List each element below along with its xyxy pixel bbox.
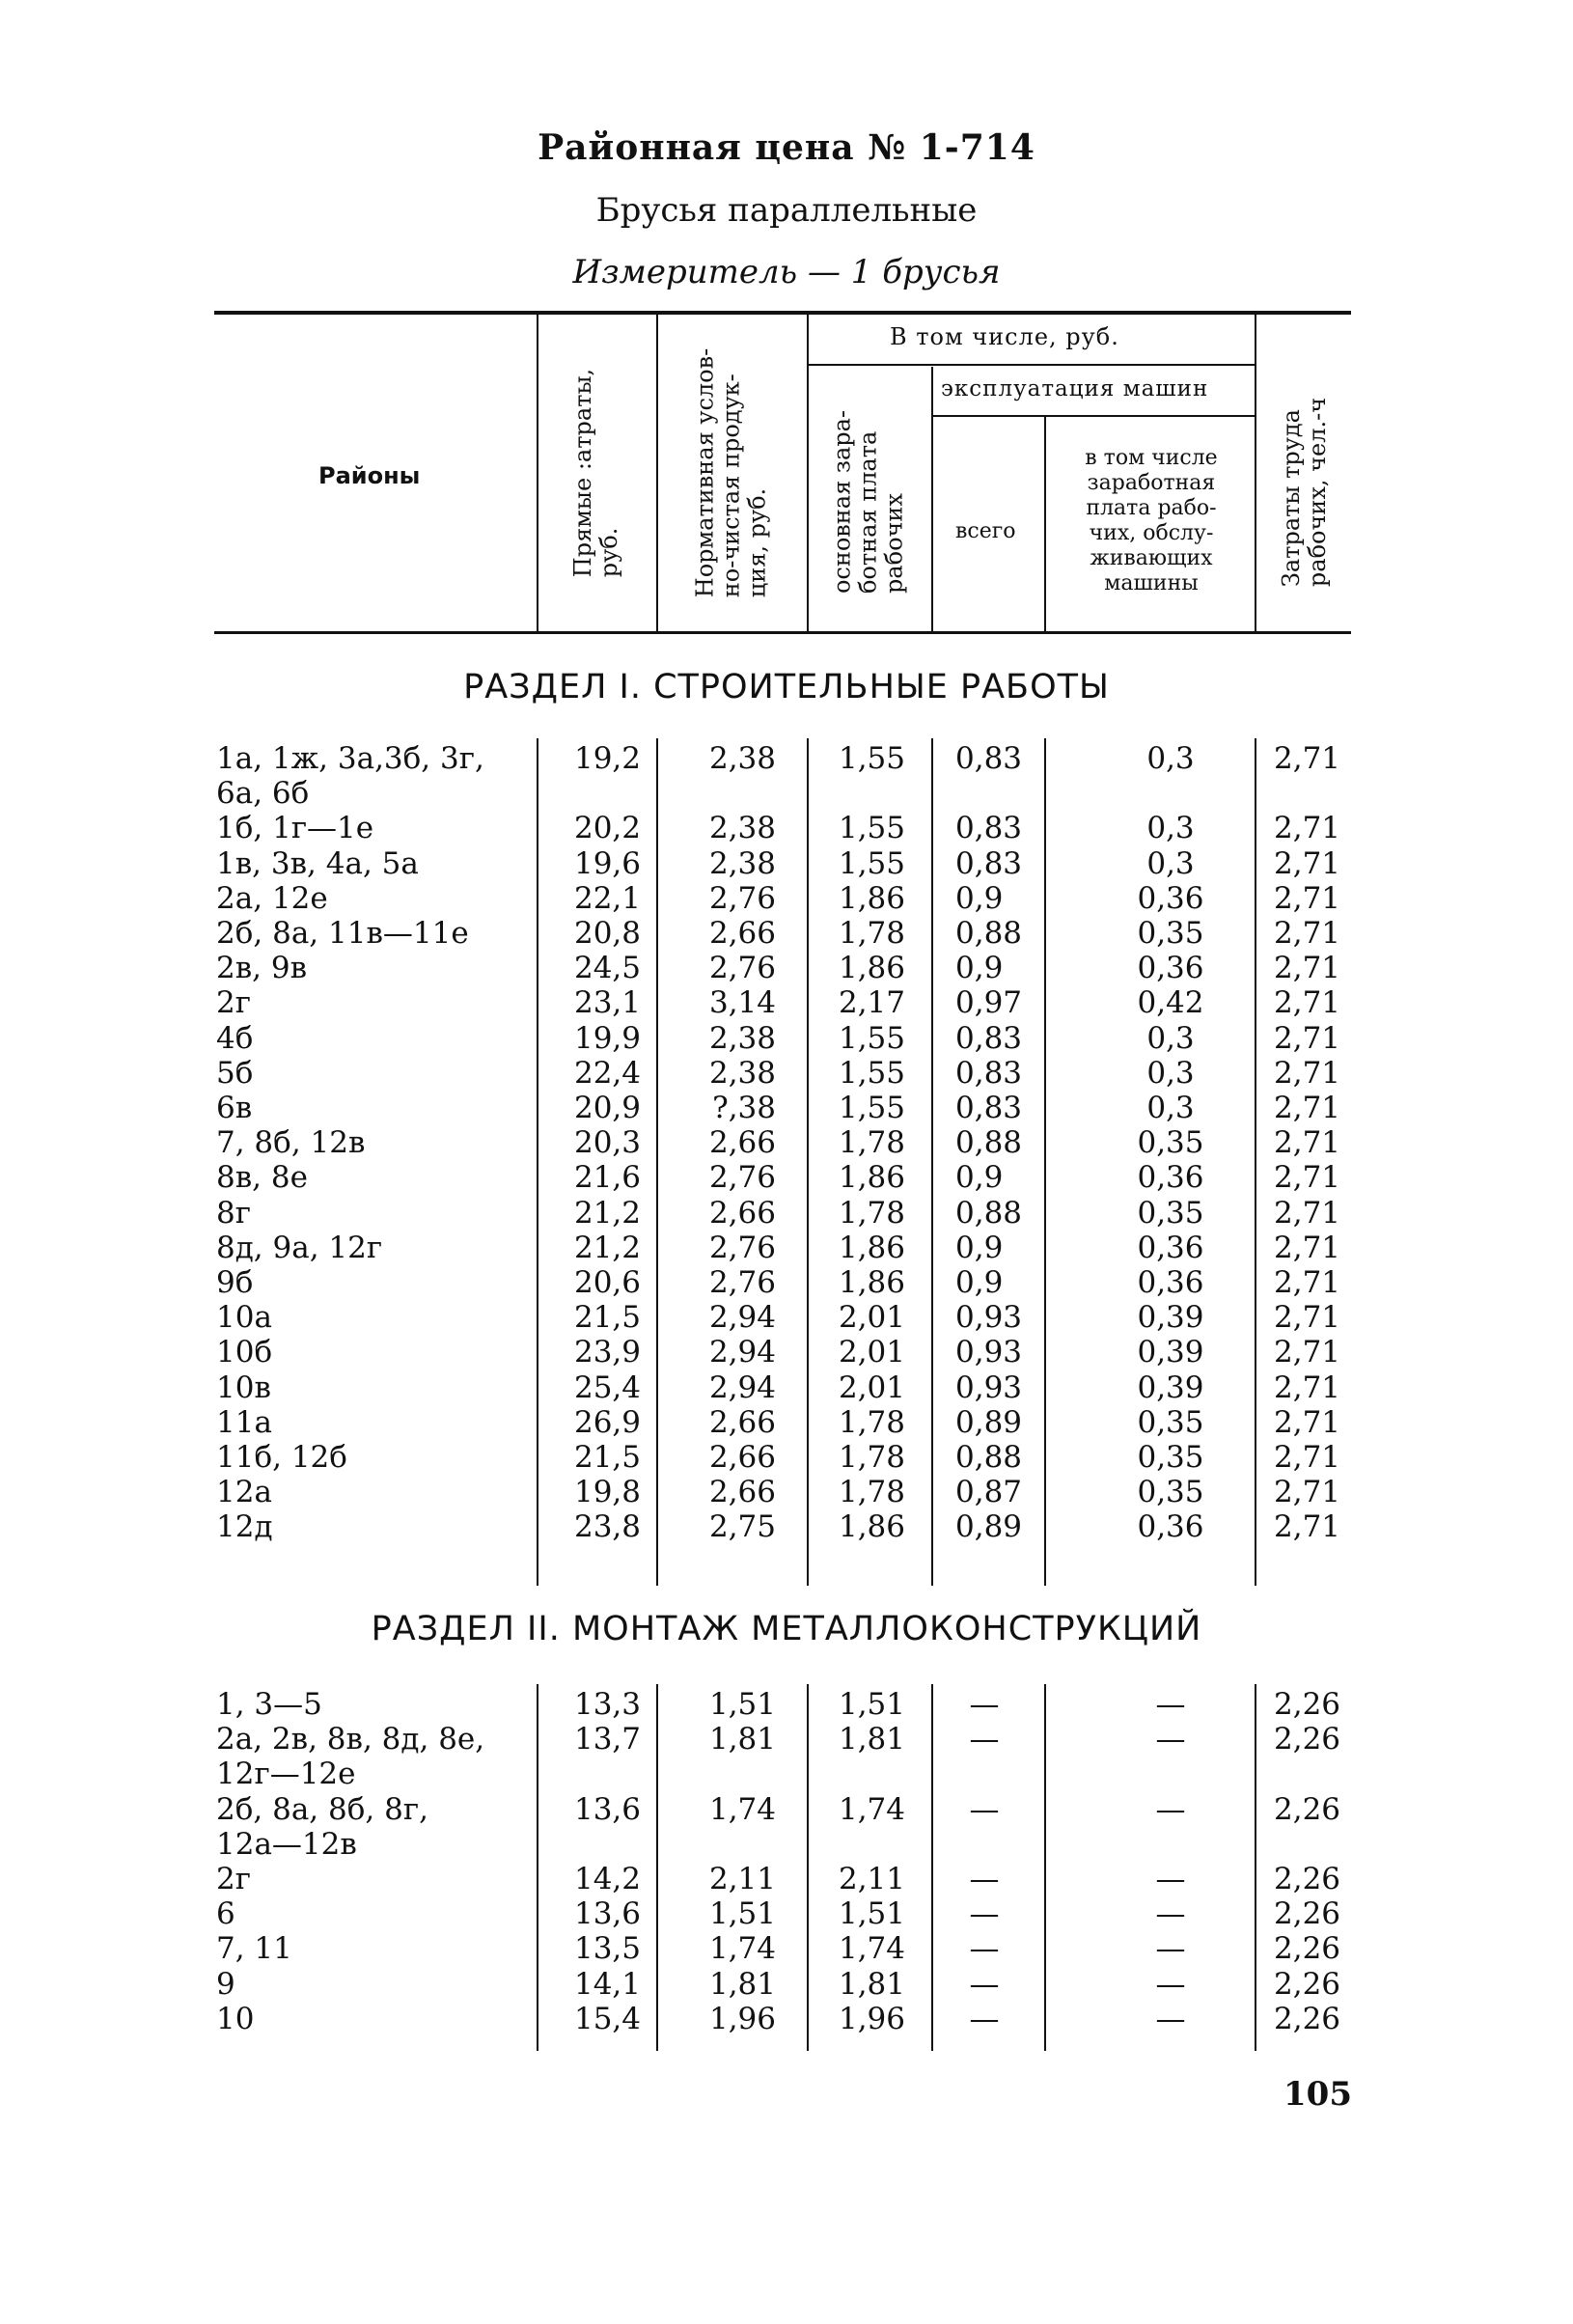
- district-cell: 2б, 8а, 8б, 8г,: [216, 1791, 428, 1827]
- value-cell: 1,74: [838, 1931, 905, 1967]
- value-cell: 22,1: [573, 880, 641, 916]
- header-divider: [1255, 315, 1256, 631]
- value-cell: 2,71: [1274, 1195, 1341, 1231]
- value-cell: 2,26: [1274, 1687, 1341, 1722]
- value-cell: 2,71: [1274, 916, 1341, 951]
- value-cell: 13,6: [573, 1791, 641, 1827]
- value-cell: 0,3: [1146, 1091, 1195, 1125]
- district-cell: 12а: [216, 1475, 272, 1510]
- value-cell: 0,9: [955, 1230, 1004, 1265]
- value-cell: 0,39: [1137, 1335, 1204, 1370]
- table-row: [0, 1967, 1573, 2002]
- district-cell: 2б, 8а, 11в—11е: [216, 916, 469, 951]
- value-cell: 0,88: [955, 1125, 1023, 1161]
- value-cell: —: [969, 1931, 1000, 1967]
- district-cell: 2в, 9в: [216, 951, 308, 986]
- district-cell: 9: [216, 1966, 235, 2002]
- value-cell: 2,26: [1274, 2001, 1341, 2036]
- value-cell: 0,9: [955, 951, 1004, 986]
- district-cell: 7, 8б, 12в: [216, 1125, 366, 1161]
- value-cell: 1,86: [838, 1230, 905, 1265]
- header-subrule: [809, 364, 1255, 366]
- value-cell: 1,86: [838, 880, 905, 916]
- value-cell: 0,89: [955, 1509, 1023, 1545]
- unit-of-measure: Измеритель — 1 брусья: [572, 253, 1001, 291]
- value-cell: 0,36: [1137, 1230, 1204, 1265]
- value-cell: 2,71: [1274, 1230, 1341, 1265]
- value-cell: 0,88: [955, 1440, 1023, 1475]
- value-cell: 21,2: [573, 1195, 641, 1231]
- district-cell: 8д, 9а, 12г: [216, 1230, 383, 1265]
- value-cell: —: [969, 1896, 1000, 1932]
- value-cell: 3,14: [708, 985, 776, 1021]
- table-row: [0, 1440, 1573, 1475]
- value-cell: 0,39: [1137, 1300, 1204, 1336]
- value-cell: 1,55: [838, 1055, 905, 1091]
- value-cell: 2,94: [708, 1335, 776, 1370]
- value-cell: 2,76: [708, 1160, 776, 1196]
- value-cell: 2,71: [1274, 1370, 1341, 1405]
- value-cell: 2,38: [708, 1020, 776, 1056]
- district-cell: 1а, 1ж, 3а,3б, 3г,: [216, 741, 484, 776]
- district-cell: 6в: [216, 1091, 253, 1125]
- value-cell: 1,55: [838, 811, 905, 846]
- table-row: [0, 846, 1573, 881]
- table-row: [0, 1231, 1573, 1265]
- district-cell: 4б: [216, 1020, 254, 1056]
- district-cell: 5б: [216, 1055, 254, 1091]
- value-cell: 20,2: [573, 811, 641, 846]
- header-basic-wage: основная заpa- ботная плата рабочих: [828, 409, 908, 595]
- table-row: [0, 1896, 1573, 1931]
- value-cell: 0,3: [1146, 811, 1195, 846]
- district-cell: 12д: [216, 1509, 273, 1545]
- item-name: Брусья параллельные: [595, 191, 978, 230]
- value-cell: 2,71: [1274, 1020, 1341, 1056]
- value-cell: 0,3: [1146, 741, 1195, 776]
- value-cell: 20,6: [573, 1265, 641, 1300]
- value-cell: 0,42: [1137, 985, 1204, 1021]
- value-cell: —: [1155, 2001, 1186, 2036]
- district-cell: 11б, 12б: [216, 1440, 347, 1475]
- value-cell: 2,71: [1274, 1160, 1341, 1196]
- value-cell: 0,36: [1137, 1160, 1204, 1196]
- header-direct-costs: Прямые :атраты, руб.: [569, 368, 622, 578]
- district-cell: 8в, 8е: [216, 1160, 308, 1196]
- value-cell: 2,71: [1274, 1055, 1341, 1091]
- value-cell: 1,81: [838, 1966, 905, 2002]
- header-divider: [807, 315, 809, 631]
- table-row: [0, 1125, 1573, 1160]
- table-row: [0, 1265, 1573, 1300]
- table-top-rule: [214, 311, 1351, 315]
- value-cell: 1,86: [838, 1160, 905, 1196]
- value-cell: 0,9: [955, 1265, 1004, 1300]
- district-cell: 6: [216, 1896, 235, 1932]
- district-cell: 1, 3—5: [216, 1687, 322, 1722]
- value-cell: 2,38: [708, 811, 776, 846]
- table-row: [0, 2002, 1573, 2036]
- district-cell: 10: [216, 2001, 255, 2036]
- value-cell: 13,5: [573, 1931, 641, 1967]
- table-row: [0, 811, 1573, 845]
- table-row: [0, 1405, 1573, 1440]
- table-row: [0, 1335, 1573, 1370]
- value-cell: 0,97: [955, 985, 1023, 1021]
- district-cell: 2г: [216, 1862, 251, 1896]
- district-cell: 10б: [216, 1335, 273, 1370]
- value-cell: 2,71: [1274, 880, 1341, 916]
- value-cell: 2,11: [838, 1862, 905, 1896]
- header-divider: [1044, 417, 1046, 631]
- table-row: [0, 741, 1573, 776]
- value-cell: 2,11: [708, 1862, 776, 1896]
- value-cell: 2,26: [1274, 1791, 1341, 1827]
- value-cell: 20,3: [573, 1125, 641, 1161]
- value-cell: 0,9: [955, 1160, 1004, 1196]
- value-cell: 2,75: [708, 1509, 776, 1545]
- table-row: [0, 1931, 1573, 1966]
- header-bottom-rule: [214, 631, 1351, 634]
- table-row: [0, 1722, 1573, 1757]
- section-1-title: РАЗДЕЛ I. СТРОИТЕЛЬНЫЕ РАБОТЫ: [463, 668, 1110, 706]
- table-row: [0, 776, 1573, 811]
- value-cell: 19,9: [573, 1020, 641, 1056]
- value-cell: 0,88: [955, 1195, 1023, 1231]
- value-cell: 13,6: [573, 1896, 641, 1932]
- value-cell: 2,66: [708, 1440, 776, 1475]
- value-cell: 2,71: [1274, 1509, 1341, 1545]
- value-cell: 1,86: [838, 1265, 905, 1300]
- district-cell: 12г—12е: [216, 1757, 356, 1792]
- value-cell: 21,6: [573, 1160, 641, 1196]
- header-subrule: [933, 415, 1255, 417]
- table-row: [0, 1370, 1573, 1405]
- header-normative-product: Нормативная услов- но-чистая продук- ция, руб.: [691, 347, 771, 598]
- value-cell: 1,55: [838, 741, 905, 776]
- header-divider: [537, 315, 538, 631]
- value-cell: 13,7: [573, 1722, 641, 1757]
- value-cell: 2,94: [708, 1370, 776, 1405]
- value-cell: 0,35: [1137, 1440, 1204, 1475]
- value-cell: 1,51: [838, 1896, 905, 1932]
- value-cell: 2,01: [838, 1300, 905, 1336]
- value-cell: 21,5: [573, 1300, 641, 1336]
- district-cell: 10а: [216, 1300, 272, 1336]
- value-cell: 0,35: [1137, 1195, 1204, 1231]
- value-cell: 1,51: [708, 1896, 776, 1932]
- table-row: [0, 1300, 1573, 1335]
- value-cell: 0,35: [1137, 1125, 1204, 1161]
- value-cell: 1,78: [838, 1404, 905, 1440]
- value-cell: 2,38: [708, 845, 776, 881]
- value-cell: 0,36: [1137, 1265, 1204, 1300]
- value-cell: 0,36: [1137, 880, 1204, 916]
- value-cell: 25,4: [573, 1370, 641, 1405]
- value-cell: —: [969, 1862, 1000, 1896]
- value-cell: 2,66: [708, 1125, 776, 1161]
- value-cell: —: [969, 2001, 1000, 2036]
- value-cell: 0,83: [955, 741, 1023, 776]
- value-cell: 2,26: [1274, 1862, 1341, 1896]
- value-cell: 2,01: [838, 1335, 905, 1370]
- value-cell: 23,8: [573, 1509, 641, 1545]
- table-row: [0, 1827, 1573, 1862]
- value-cell: 0,83: [955, 845, 1023, 881]
- district-cell: 1б, 1г—1е: [216, 811, 374, 846]
- value-cell: 1,74: [708, 1931, 776, 1967]
- value-cell: —: [1155, 1896, 1186, 1932]
- district-cell: 10в: [216, 1370, 271, 1405]
- district-cell: 1в, 3в, 4а, 5а: [216, 845, 419, 881]
- value-cell: 1,55: [838, 845, 905, 881]
- value-cell: 15,4: [573, 2001, 641, 2036]
- value-cell: 1,55: [838, 1020, 905, 1056]
- value-cell: —: [1155, 1722, 1186, 1757]
- value-cell: 2,26: [1274, 1896, 1341, 1932]
- value-cell: 1,55: [838, 1091, 905, 1125]
- value-cell: 2,71: [1274, 985, 1341, 1021]
- value-cell: 0,3: [1146, 845, 1195, 881]
- table-row: [0, 985, 1573, 1020]
- district-cell: 2г: [216, 985, 251, 1021]
- value-cell: 0,3: [1146, 1020, 1195, 1056]
- value-cell: 1,78: [838, 1195, 905, 1231]
- value-cell: 2,66: [708, 1475, 776, 1510]
- value-cell: 2,38: [708, 741, 776, 776]
- value-cell: 0,93: [955, 1335, 1023, 1370]
- header-divider: [931, 367, 933, 631]
- value-cell: 1,96: [708, 2001, 776, 2036]
- value-cell: 2,26: [1274, 1966, 1341, 2002]
- district-cell: 6а, 6б: [216, 776, 310, 812]
- value-cell: 0,36: [1137, 951, 1204, 986]
- value-cell: 2,17: [838, 985, 905, 1021]
- value-cell: 1,86: [838, 1509, 905, 1545]
- table-row: [0, 1757, 1573, 1791]
- value-cell: 1,78: [838, 1125, 905, 1161]
- district-cell: 2а, 12е: [216, 880, 328, 916]
- value-cell: 0,89: [955, 1404, 1023, 1440]
- value-cell: 1,86: [838, 951, 905, 986]
- value-cell: 1,78: [838, 1475, 905, 1510]
- header-divider: [656, 315, 658, 631]
- value-cell: 1,74: [838, 1791, 905, 1827]
- header-including: В том числе, руб.: [890, 323, 1119, 350]
- value-cell: 0,36: [1137, 1509, 1204, 1545]
- table-row: [0, 951, 1573, 985]
- value-cell: 1,78: [838, 916, 905, 951]
- value-cell: 1,51: [838, 1687, 905, 1722]
- value-cell: 19,6: [573, 845, 641, 881]
- district-cell: 7, 11: [216, 1931, 292, 1967]
- value-cell: 2,66: [708, 1195, 776, 1231]
- district-cell: 9б: [216, 1265, 254, 1300]
- value-cell: —: [1155, 1862, 1186, 1896]
- value-cell: 2,94: [708, 1300, 776, 1336]
- value-cell: 2,71: [1274, 1125, 1341, 1161]
- value-cell: 14,2: [573, 1862, 641, 1896]
- value-cell: 0,83: [955, 1055, 1023, 1091]
- table-row: [0, 1509, 1573, 1544]
- value-cell: 2,71: [1274, 951, 1341, 986]
- value-cell: 2,71: [1274, 1265, 1341, 1300]
- value-cell: 2,76: [708, 951, 776, 986]
- value-cell: 2,71: [1274, 1300, 1341, 1336]
- header-labor-costs: Затраты труда рабочих, чел.-ч: [1278, 397, 1331, 588]
- value-cell: 2,66: [708, 916, 776, 951]
- value-cell: —: [969, 1966, 1000, 2002]
- value-cell: 2,76: [708, 880, 776, 916]
- value-cell: 0,35: [1137, 916, 1204, 951]
- value-cell: 2,71: [1274, 1335, 1341, 1370]
- value-cell: —: [1155, 1966, 1186, 2002]
- value-cell: 0,35: [1137, 1404, 1204, 1440]
- district-cell: 8г: [216, 1195, 251, 1231]
- value-cell: 21,2: [573, 1230, 641, 1265]
- table-row: [0, 1862, 1573, 1896]
- district-cell: 11а: [216, 1404, 272, 1440]
- district-cell: 2а, 2в, 8в, 8д, 8е,: [216, 1722, 485, 1757]
- value-cell: 20,8: [573, 916, 641, 951]
- value-cell: 1,96: [838, 2001, 905, 2036]
- value-cell: 0,83: [955, 811, 1023, 846]
- page-number: 105: [1283, 2075, 1352, 2114]
- value-cell: 0,93: [955, 1300, 1023, 1336]
- table-row: [0, 1475, 1573, 1509]
- value-cell: —: [969, 1687, 1000, 1722]
- header-districts: Районы: [318, 462, 421, 489]
- value-cell: 0,93: [955, 1370, 1023, 1405]
- value-cell: 2,66: [708, 1404, 776, 1440]
- value-cell: —: [1155, 1687, 1186, 1722]
- value-cell: 19,8: [573, 1475, 641, 1510]
- value-cell: 2,71: [1274, 1404, 1341, 1440]
- table-row: [0, 1792, 1573, 1827]
- value-cell: —: [1155, 1791, 1186, 1827]
- value-cell: 2,26: [1274, 1722, 1341, 1757]
- value-cell: 2,71: [1274, 811, 1341, 846]
- header-machine-wage: в том числе заработная плата рабо- чих, обслу- живающих машины: [1085, 446, 1218, 595]
- page-title: Районная цена № 1-714: [538, 127, 1035, 168]
- value-cell: —: [969, 1791, 1000, 1827]
- value-cell: 21,5: [573, 1440, 641, 1475]
- value-cell: 2,71: [1274, 1440, 1341, 1475]
- table-row: [0, 881, 1573, 916]
- value-cell: 0,3: [1146, 1055, 1195, 1091]
- value-cell: 0,9: [955, 880, 1004, 916]
- header-total: всего: [955, 519, 1016, 543]
- value-cell: 26,9: [573, 1404, 641, 1440]
- value-cell: 0,87: [955, 1475, 1023, 1510]
- value-cell: 14,1: [573, 1966, 641, 2002]
- value-cell: 2,71: [1274, 845, 1341, 881]
- table-row: [0, 1021, 1573, 1056]
- value-cell: ?,38: [712, 1091, 776, 1125]
- table-row: [0, 1196, 1573, 1231]
- table-row: [0, 1160, 1573, 1195]
- value-cell: 1,81: [708, 1966, 776, 2002]
- value-cell: 0,83: [955, 1091, 1023, 1125]
- value-cell: 23,1: [573, 985, 641, 1021]
- value-cell: 1,74: [708, 1791, 776, 1827]
- value-cell: 2,26: [1274, 1931, 1341, 1967]
- value-cell: —: [1155, 1931, 1186, 1967]
- value-cell: 1,81: [838, 1722, 905, 1757]
- value-cell: 24,5: [573, 951, 641, 986]
- value-cell: 0,35: [1137, 1475, 1204, 1510]
- table-row: [0, 1056, 1573, 1091]
- value-cell: 2,01: [838, 1370, 905, 1405]
- value-cell: —: [969, 1722, 1000, 1757]
- table-row: [0, 916, 1573, 951]
- value-cell: 2,71: [1274, 1475, 1341, 1510]
- value-cell: 0,88: [955, 916, 1023, 951]
- value-cell: 20,9: [573, 1091, 641, 1125]
- table-row: [0, 1687, 1573, 1722]
- value-cell: 2,71: [1274, 1091, 1341, 1125]
- value-cell: 1,81: [708, 1722, 776, 1757]
- district-cell: 12а—12в: [216, 1826, 357, 1862]
- table-row: [0, 1091, 1573, 1125]
- value-cell: 1,51: [708, 1687, 776, 1722]
- value-cell: 2,71: [1274, 741, 1341, 776]
- value-cell: 1,78: [838, 1440, 905, 1475]
- value-cell: 23,9: [573, 1335, 641, 1370]
- value-cell: 19,2: [573, 741, 641, 776]
- header-machine-operation: эксплуатация машин: [941, 376, 1209, 401]
- value-cell: 2,38: [708, 1055, 776, 1091]
- value-cell: 13,3: [573, 1687, 641, 1722]
- value-cell: 2,76: [708, 1230, 776, 1265]
- value-cell: 22,4: [573, 1055, 641, 1091]
- value-cell: 2,76: [708, 1265, 776, 1300]
- section-2-title: РАЗДЕЛ II. МОНТАЖ МЕТАЛЛОКОНСТРУКЦИЙ: [371, 1610, 1202, 1648]
- value-cell: 0,39: [1137, 1370, 1204, 1405]
- value-cell: 0,83: [955, 1020, 1023, 1056]
